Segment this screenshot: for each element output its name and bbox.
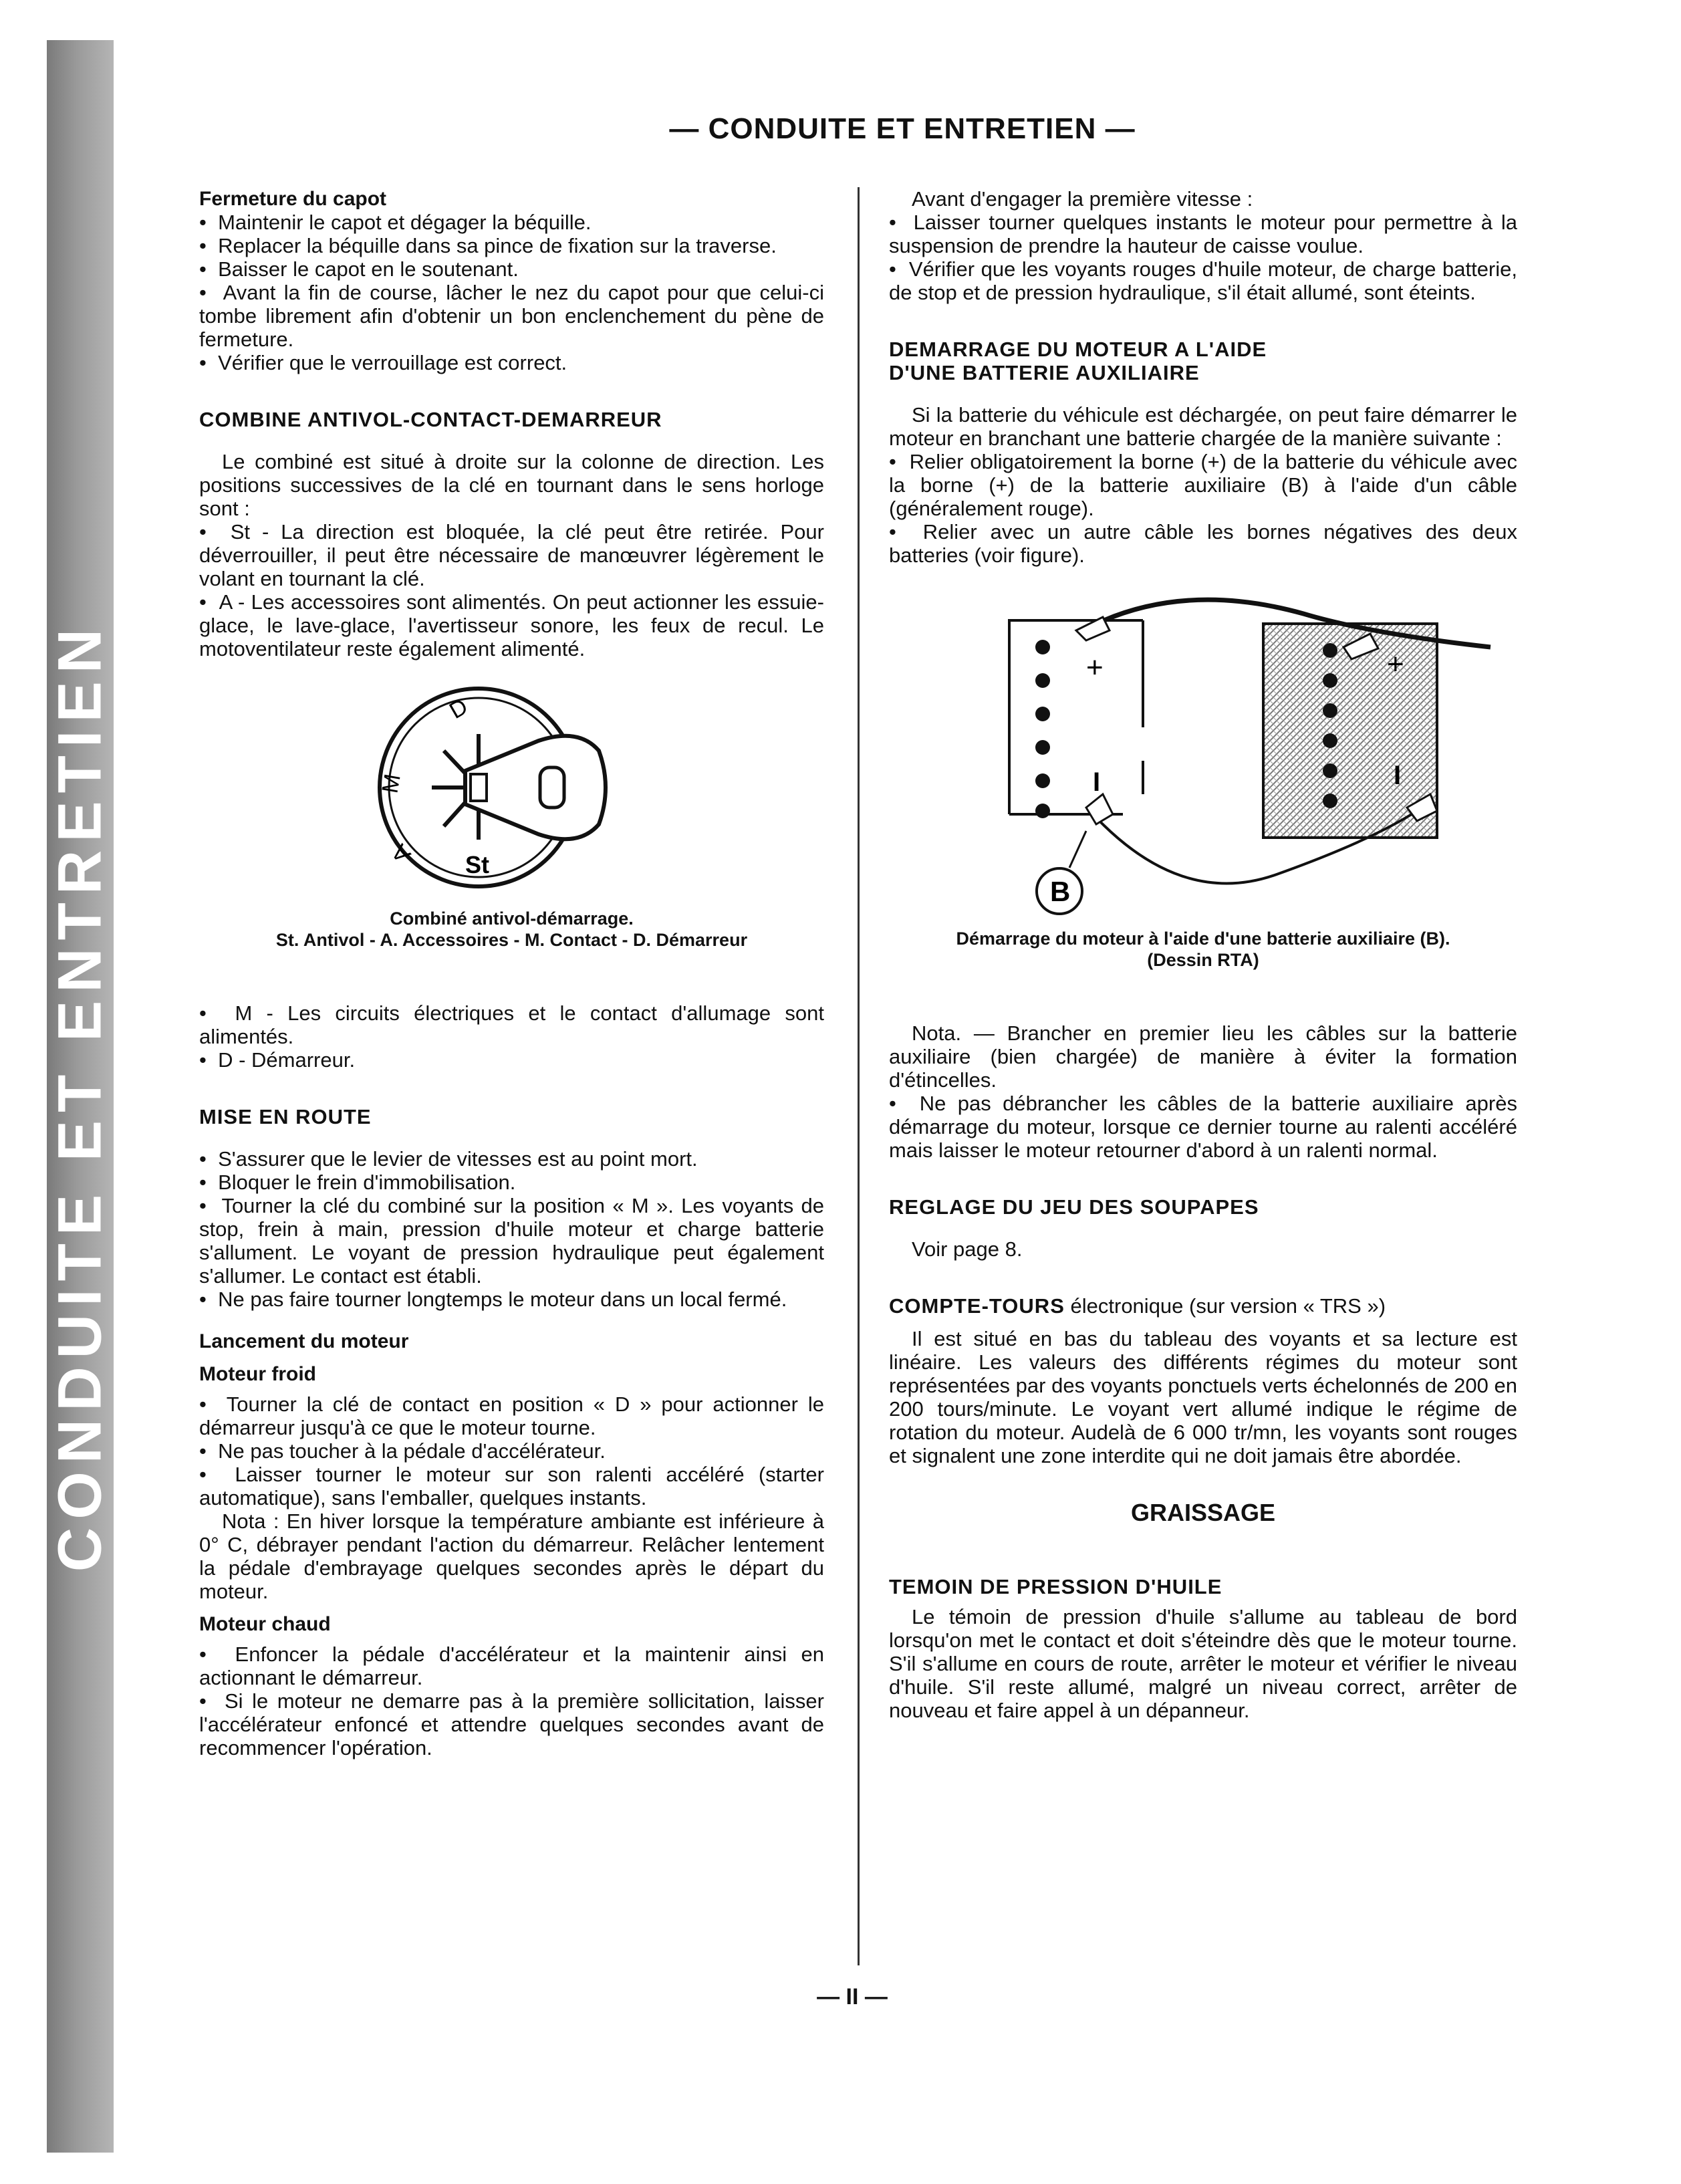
capot-item: • Maintenir le capot et dégager la béquille. [199, 211, 824, 234]
batterie-caption-2: (Dessin RTA) [1147, 950, 1259, 970]
vitesse-intro: Avant d'engager la première vitesse : [912, 187, 1253, 211]
mise-en-route-item: • Bloquer le frein d'immobilisation. [199, 1171, 824, 1194]
moteur-froid-title: Moteur froid [199, 1363, 316, 1385]
label-b: B [1050, 876, 1071, 907]
aux-plus-label: + [1387, 648, 1404, 681]
label-a: A [386, 839, 416, 868]
moteur-chaud-item: • Si le moteur ne demarre pas à la première sollicitation, laisser l'accélérateur enfoncé et attendre quelques secondes avant de recommencer l'opération. [199, 1689, 824, 1760]
antivol-caption-1: Combiné antivol-démarrage. [390, 908, 634, 929]
label-d: D [444, 693, 472, 724]
label-st: St [465, 851, 489, 878]
vehicle-plus-label: + [1086, 651, 1104, 684]
antivol-caption-2: St. Antivol - A. Accessoires - M. Contact - D. Démarreur [275, 930, 748, 950]
vitesse-item: • Vérifier que les voyants rouges d'huile moteur, de charge batterie, de stop et de pression hydraulique, s'il était allumé, sont éteints. [889, 257, 1517, 304]
mise-en-route-item: • S'assurer que le levier de vitesses est au point mort. [199, 1147, 824, 1171]
temoin-title: TEMOIN DE PRESSION D'HUILE [889, 1575, 1222, 1598]
capot-item: • Replacer la béquille dans sa pince de fixation sur la traverse. [199, 234, 824, 257]
moteur-froid-item: • Tourner la clé de contact en position « D » pour actionner le démarreur jusqu'à ce que le moteur tourne. [199, 1392, 824, 1439]
column-divider [858, 187, 860, 1965]
mise-en-route-item: • Tourner la clé du combiné sur la position « M ». Les voyants de stop, frein à main, pression d'huile moteur et charge batterie s'allument. Le voyant de pression hydraulique peut également s'allumer. Le contact est établi. [199, 1194, 824, 1288]
batterie-item: • Ne pas débrancher les câbles de la batterie auxiliaire après démarrage du moteur, lorsque ce dernier tourne au ralenti accéléré mais laisser le moteur retourner d'abord à un ralenti normal. [889, 1092, 1517, 1162]
antivol-a: • A - Les accessoires sont alimentés. On peut actionner les essuie-glace, le lave-glace, l'avertisseur sonore, les feux de recul. Le motoventilateur reste également alimenté. [199, 590, 824, 660]
vitesse-item: • Laisser tourner quelques instants le moteur pour permettre à la suspension de prendre la hauteur de caisse voulue. [889, 211, 1517, 257]
side-band-text: CONDUITE ET ENTRETIEN [45, 620, 114, 1572]
mise-en-route-title: MISE EN ROUTE [199, 1105, 372, 1128]
batterie-nota: Nota. — Brancher en premier lieu les câbles sur la batterie auxiliaire (bien chargée) de manière à éviter la formation d'étincelles. [889, 1021, 1517, 1092]
moteur-chaud-title: Moteur chaud [199, 1613, 331, 1635]
ignition-switch-figure [365, 660, 659, 908]
batterie-title-1: DEMARRAGE DU MOTEUR A L'AIDE [889, 338, 1267, 361]
capot-item: • Baisser le capot en le soutenant. [199, 257, 824, 281]
antivol-st: • St - La direction est bloquée, la clé peut être retirée. Pour déverrouiller, il peut être nécessaire de manœuvrer légèrement le volant en tournant la clé. [199, 520, 824, 590]
lancement-nota: Nota : En hiver lorsque la température ambiante est inférieure à 0° C, débrayer pendant l'action du démarreur. Relâcher lentement la pédale d'embrayage quelques secondes après le départ du moteur. [199, 1509, 824, 1603]
soupapes-title: REGLAGE DU JEU DES SOUPAPES [889, 1195, 1259, 1219]
batterie-title-2: D'UNE BATTERIE AUXILIAIRE [889, 361, 1200, 384]
moteur-chaud-item: • Enfoncer la pédale d'accélérateur et la maintenir ainsi en actionnant le démarreur. [199, 1643, 824, 1689]
left-column [199, 187, 824, 1760]
antivol-title: COMBINE ANTIVOL-CONTACT-DEMARREUR [199, 408, 662, 431]
side-band [47, 40, 114, 2153]
soupapes-text: Voir page 8. [912, 1237, 1023, 1261]
graissage-title: GRAISSAGE [1130, 1499, 1276, 1526]
moteur-froid-item: • Ne pas toucher à la pédale d'accélérateur. [199, 1439, 824, 1463]
batterie-item: • Relier avec un autre câble les bornes négatives des deux batteries (voir figure). [889, 520, 1517, 567]
page-number: — II — [817, 1984, 888, 2010]
moteur-froid-item: • Laisser tourner le moteur sur son ralenti accéléré (starter automatique), sans l'emballer, quelques instants. [199, 1463, 824, 1509]
antivol-intro: Le combiné est situé à droite sur la colonne de direction. Les positions successives de la clé en tournant dans le sens horloge sont : [199, 450, 824, 520]
right-column [889, 187, 1517, 1722]
battery-diagram [902, 594, 1504, 928]
compte-tours-title: COMPTE-TOURS [889, 1294, 1065, 1318]
vehicle-minus-label: I [1093, 767, 1101, 797]
aux-minus-label: I [1394, 761, 1402, 790]
batterie-intro: Si la batterie du véhicule est déchargée, on peut faire démarrer le moteur en branchant une batterie chargée de la manière suivante : [889, 403, 1517, 450]
capot-item: • Vérifier que le verrouillage est correct. [199, 351, 824, 374]
compte-tours-text: Il est situé en bas du tableau des voyants et sa lecture est linéaire. Les valeurs des différents régimes du moteur sont représentées par des voyants ponctuels verts échelonnés de 200 en 200 tours/minute. Le voyant vert allumé indique le régime de rotation du moteur. Audelà de 6 000 tr/mn, les voyants sont rouges et signalent une zone interdite qui ne doit jamais être abordée. [889, 1327, 1517, 1467]
temoin-text: Le témoin de pression d'huile s'allume au tableau de bord lorsqu'on met le contact et doit s'éteindre dès que le moteur tourne. S'il s'allume en cours de route, arrêter le moteur et vérifier le niveau d'huile. S'il reste allumé, malgré un niveau correct, arrêter de nouveau et faire appel à un dépanneur. [889, 1605, 1517, 1722]
lancement-title: Lancement du moteur [199, 1330, 409, 1352]
capot-item: • Avant la fin de course, lâcher le nez du capot pour que celui-ci tombe librement afin d'obtenir un bon enclenchement du pène de fermeture. [199, 281, 824, 351]
batterie-caption-1: Démarrage du moteur à l'aide d'une batterie auxiliaire (B). [956, 929, 1450, 949]
capot-title: Fermeture du capot [199, 188, 387, 210]
antivol-d: • D - Démarreur. [199, 1048, 824, 1072]
page-header: — CONDUITE ET ENTRETIEN — [669, 112, 1136, 145]
batterie-item: • Relier obligatoirement la borne (+) de la batterie du véhicule avec la borne (+) de la batterie auxiliaire (B) à l'aide d'un câble (généralement rouge). [889, 450, 1517, 520]
label-m: M [376, 771, 406, 796]
mise-en-route-item: • Ne pas faire tourner longtemps le moteur dans un local fermé. [199, 1288, 824, 1311]
antivol-m: • M - Les circuits électriques et le contact d'allumage sont alimentés. [199, 1001, 824, 1048]
compte-tours-title-rest: électronique (sur version « TRS ») [1070, 1294, 1386, 1318]
